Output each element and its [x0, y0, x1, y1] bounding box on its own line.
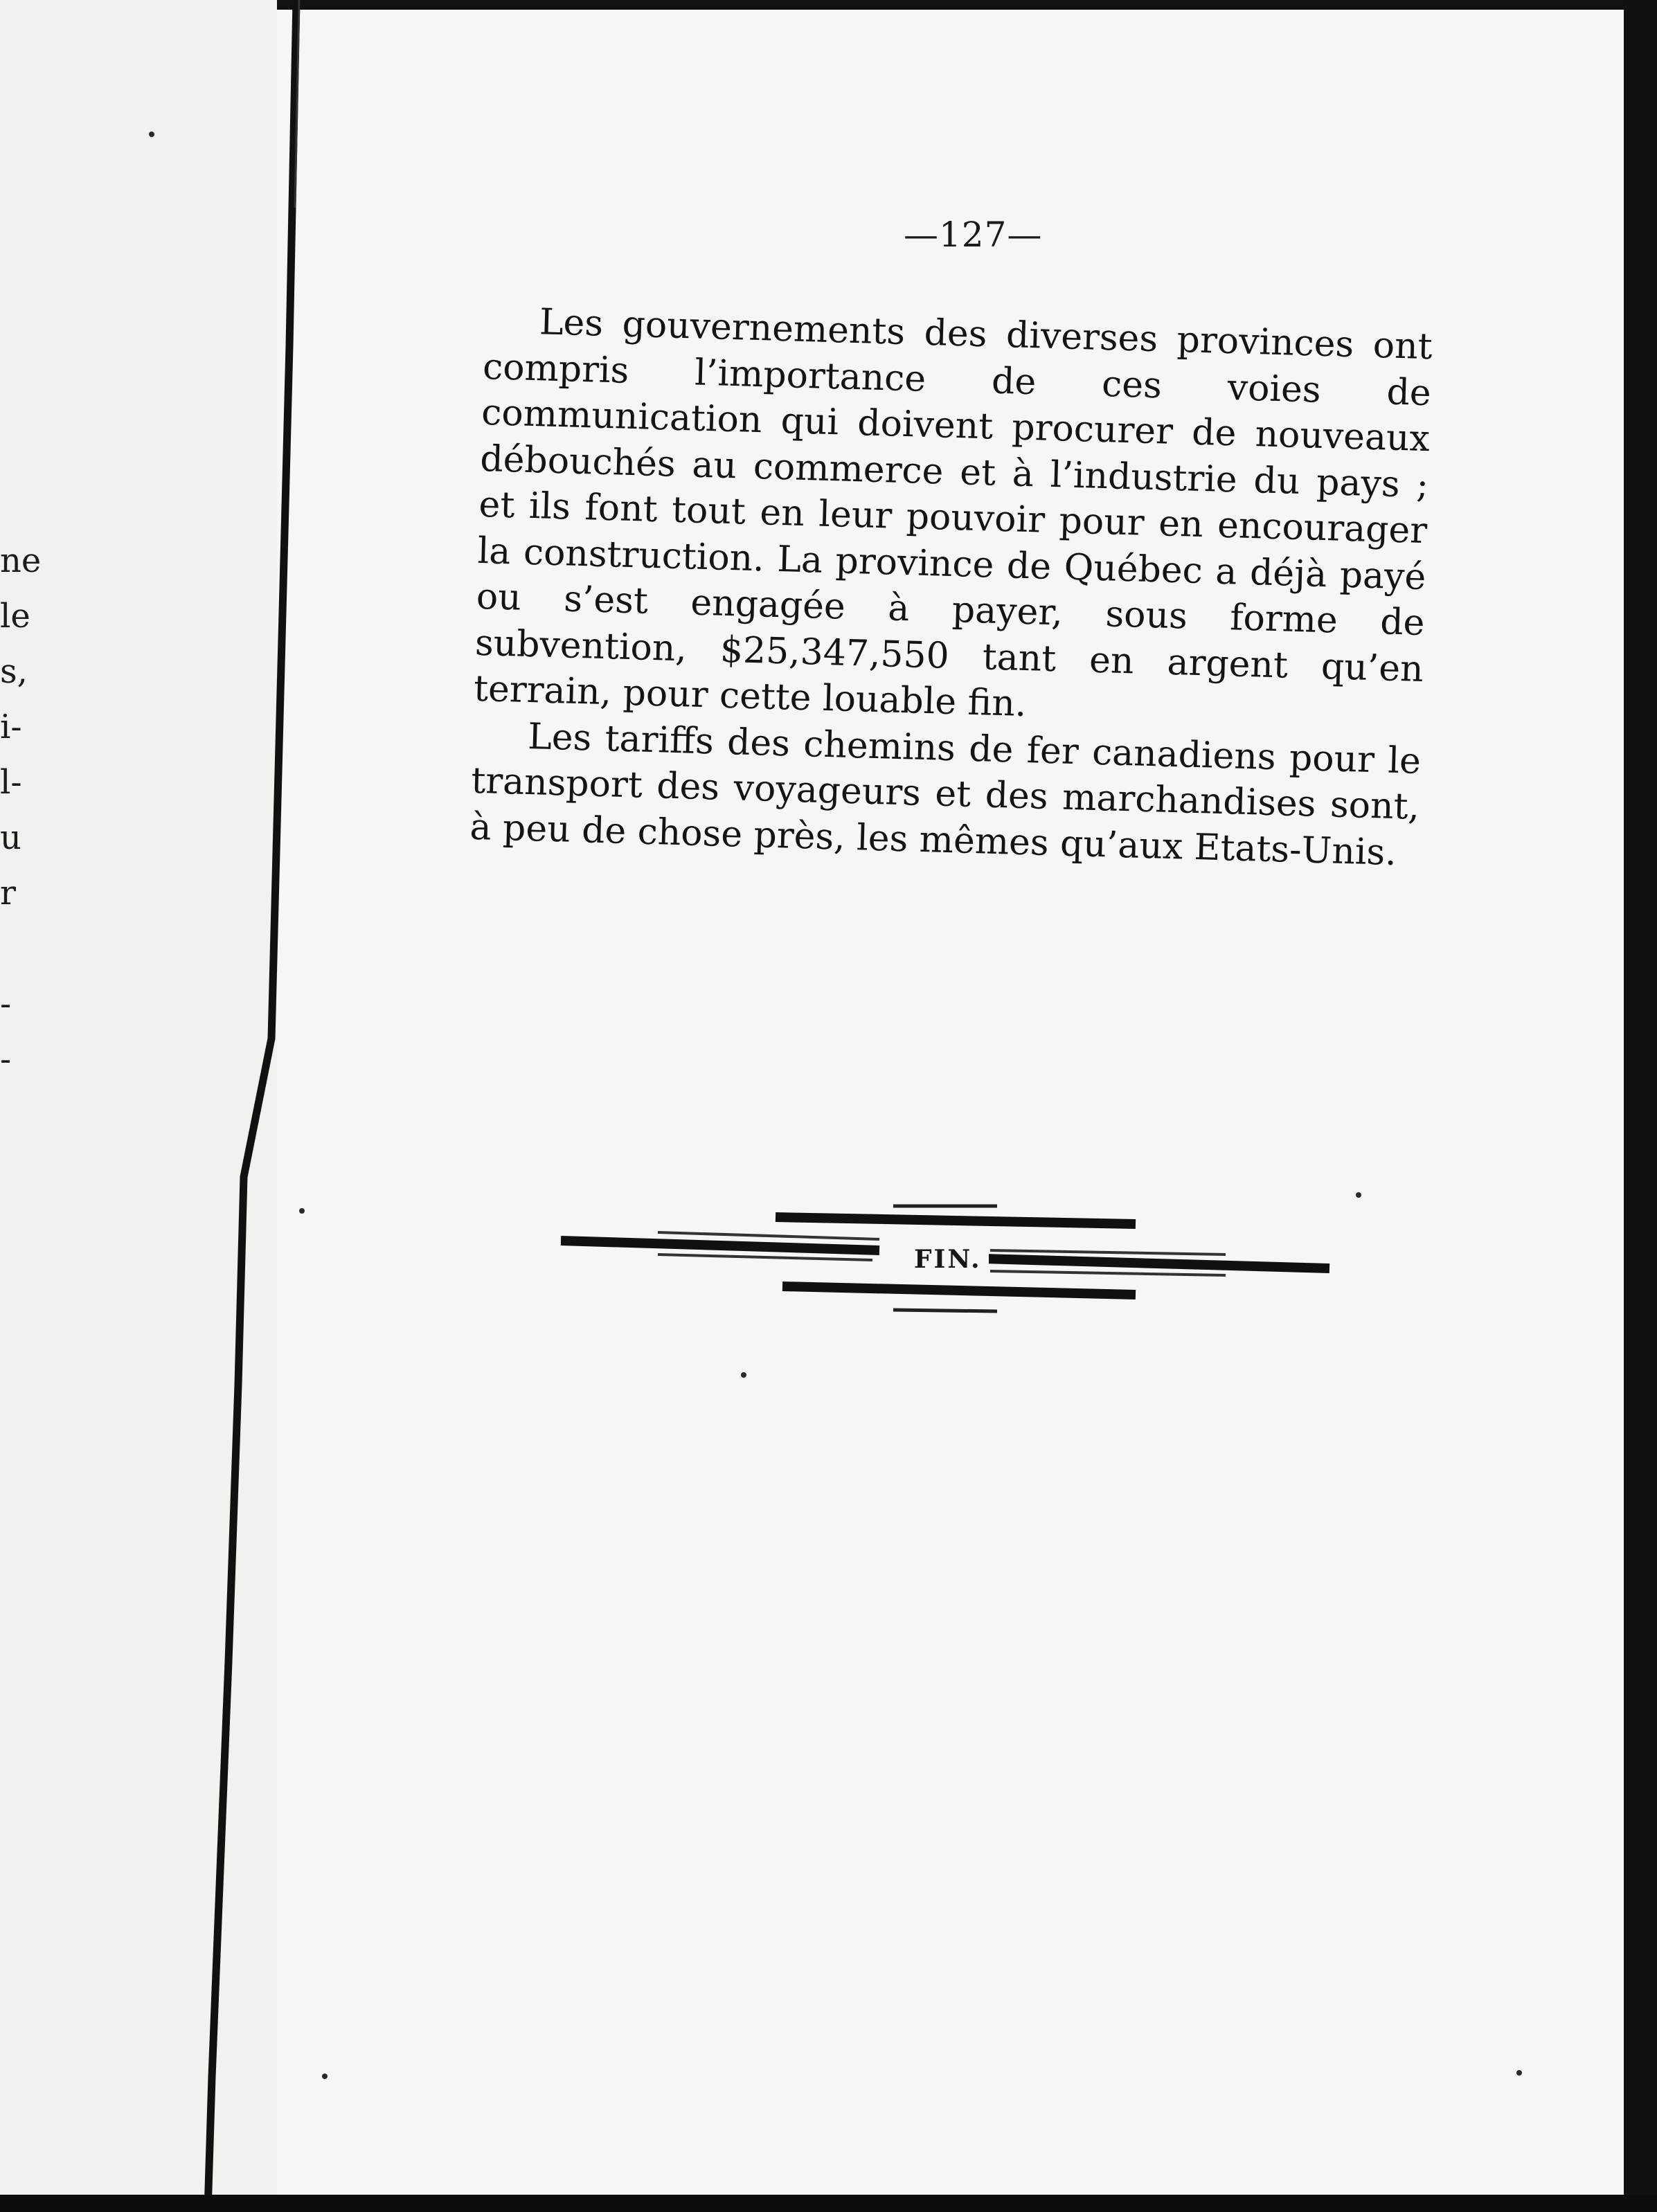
left-facing-page — [0, 0, 277, 2212]
ink-speck — [741, 1372, 746, 1378]
left-fragment — [0, 921, 42, 976]
ink-speck — [149, 132, 154, 137]
left-fragment: r — [0, 874, 16, 912]
ink-speck — [322, 2074, 328, 2079]
left-fragment: u — [0, 818, 21, 857]
left-fragment: le — [0, 597, 30, 636]
paragraph: Les tariffs des chemins de fer canadiens pour le transport des voyageurs et des marchandises sont, à peu de chose près, les mêmes qu’aux Etats-Unis. — [469, 715, 1422, 874]
body-text — [469, 298, 1433, 876]
ink-speck — [299, 1208, 305, 1214]
ink-speck — [1516, 2070, 1522, 2076]
scan-border-bottom — [0, 2195, 1657, 2212]
scan-border-right — [1624, 0, 1657, 2212]
fin-label: FIN. — [907, 1245, 989, 1274]
left-fragment: s, — [0, 652, 28, 691]
left-fragment: i- — [0, 708, 22, 746]
left-page-text-fragments — [0, 533, 42, 1087]
right-page — [298, 0, 1657, 2212]
left-fragment: - — [0, 1040, 12, 1079]
ink-speck — [1356, 1192, 1361, 1198]
left-fragment: ne — [0, 541, 42, 580]
paragraph: Les gouvernements des diverses provinces ont compris l’importance de ces voies de communication qui doivent procurer de nouveaux débouchés au commerce et à l’industrie du pays ; et ils font tout en leur pouvoir pour en encourager la construction. La province de Québec a déjà payé ou s’est engagée à payer, sous forme de subvention, $25,347,550 tant en argent qu’en terrain, pour cette louable fin. — [473, 301, 1433, 726]
page-number: —127— — [904, 215, 1043, 255]
left-fragment: l- — [0, 763, 22, 802]
left-fragment: - — [0, 984, 12, 1023]
